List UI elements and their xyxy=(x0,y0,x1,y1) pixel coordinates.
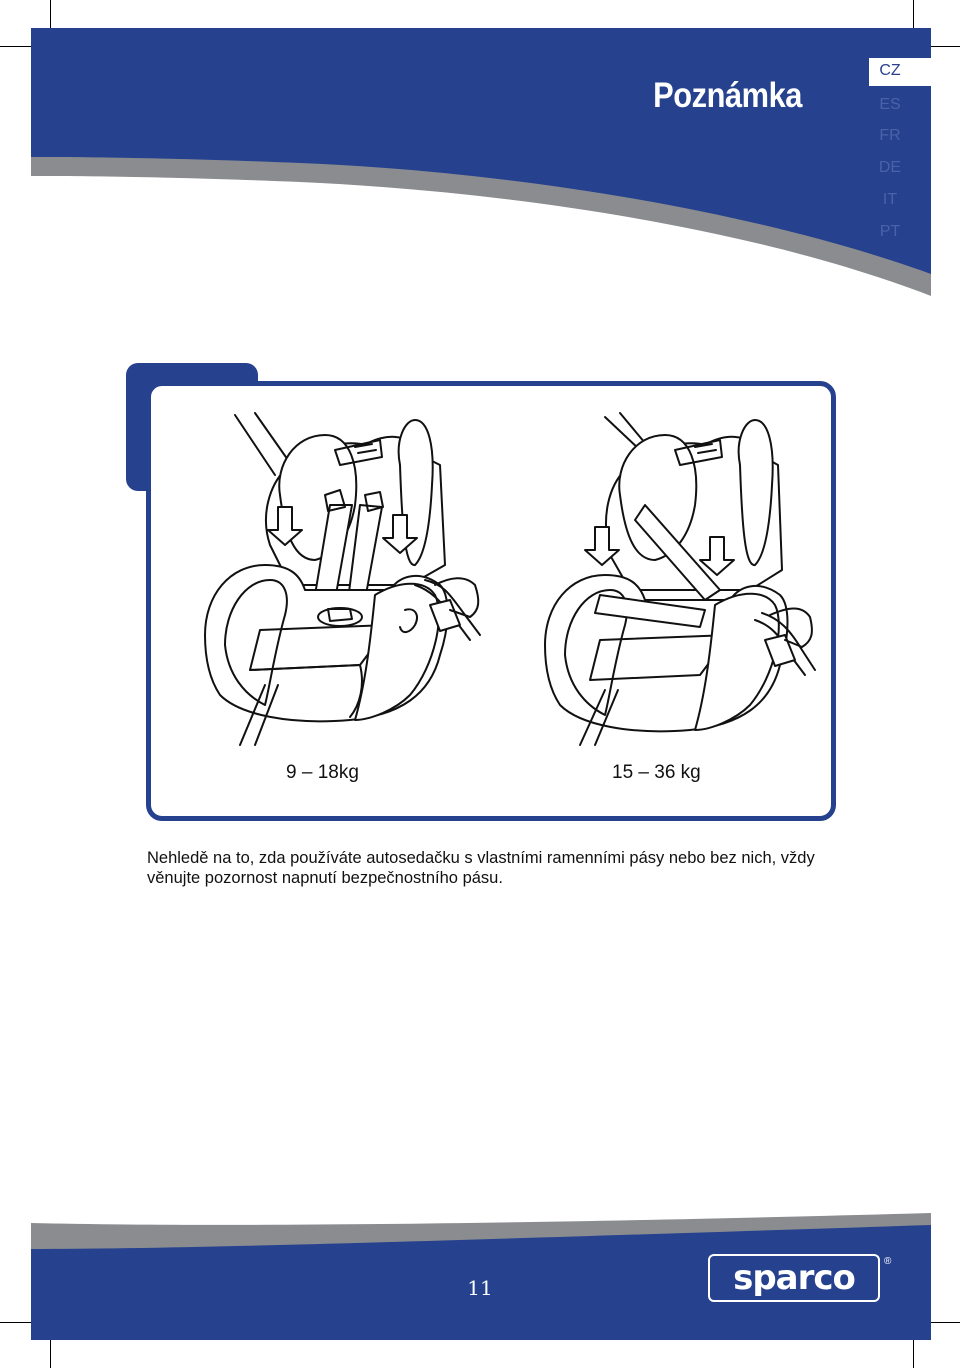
page-number: 11 xyxy=(467,1276,493,1300)
language-es[interactable]: ES xyxy=(879,96,901,113)
language-it[interactable]: IT xyxy=(882,191,898,208)
caption-group-1: 9 – 18kg xyxy=(286,762,359,783)
language-de[interactable]: DE xyxy=(878,159,902,176)
sparco-logo xyxy=(708,1254,880,1302)
note-paragraph: Nehledě na to, zda používáte autosedačku s vlastními ramenními pásy nebo bez nich, vždy věnujte pozornost napnutí bezpečnostního pásu. xyxy=(147,849,815,887)
language-fr[interactable]: FR xyxy=(879,127,901,144)
logo-wordmark: sparco xyxy=(733,1258,855,1298)
page-title: Poznámka xyxy=(653,76,802,115)
language-cz[interactable]: CZ xyxy=(879,62,901,79)
car-seat-illustration xyxy=(150,395,830,755)
language-pt[interactable]: PT xyxy=(879,223,901,240)
caption-group-2: 15 – 36 kg xyxy=(612,762,701,783)
registered-mark: ® xyxy=(884,1256,892,1267)
header-band xyxy=(0,0,960,310)
